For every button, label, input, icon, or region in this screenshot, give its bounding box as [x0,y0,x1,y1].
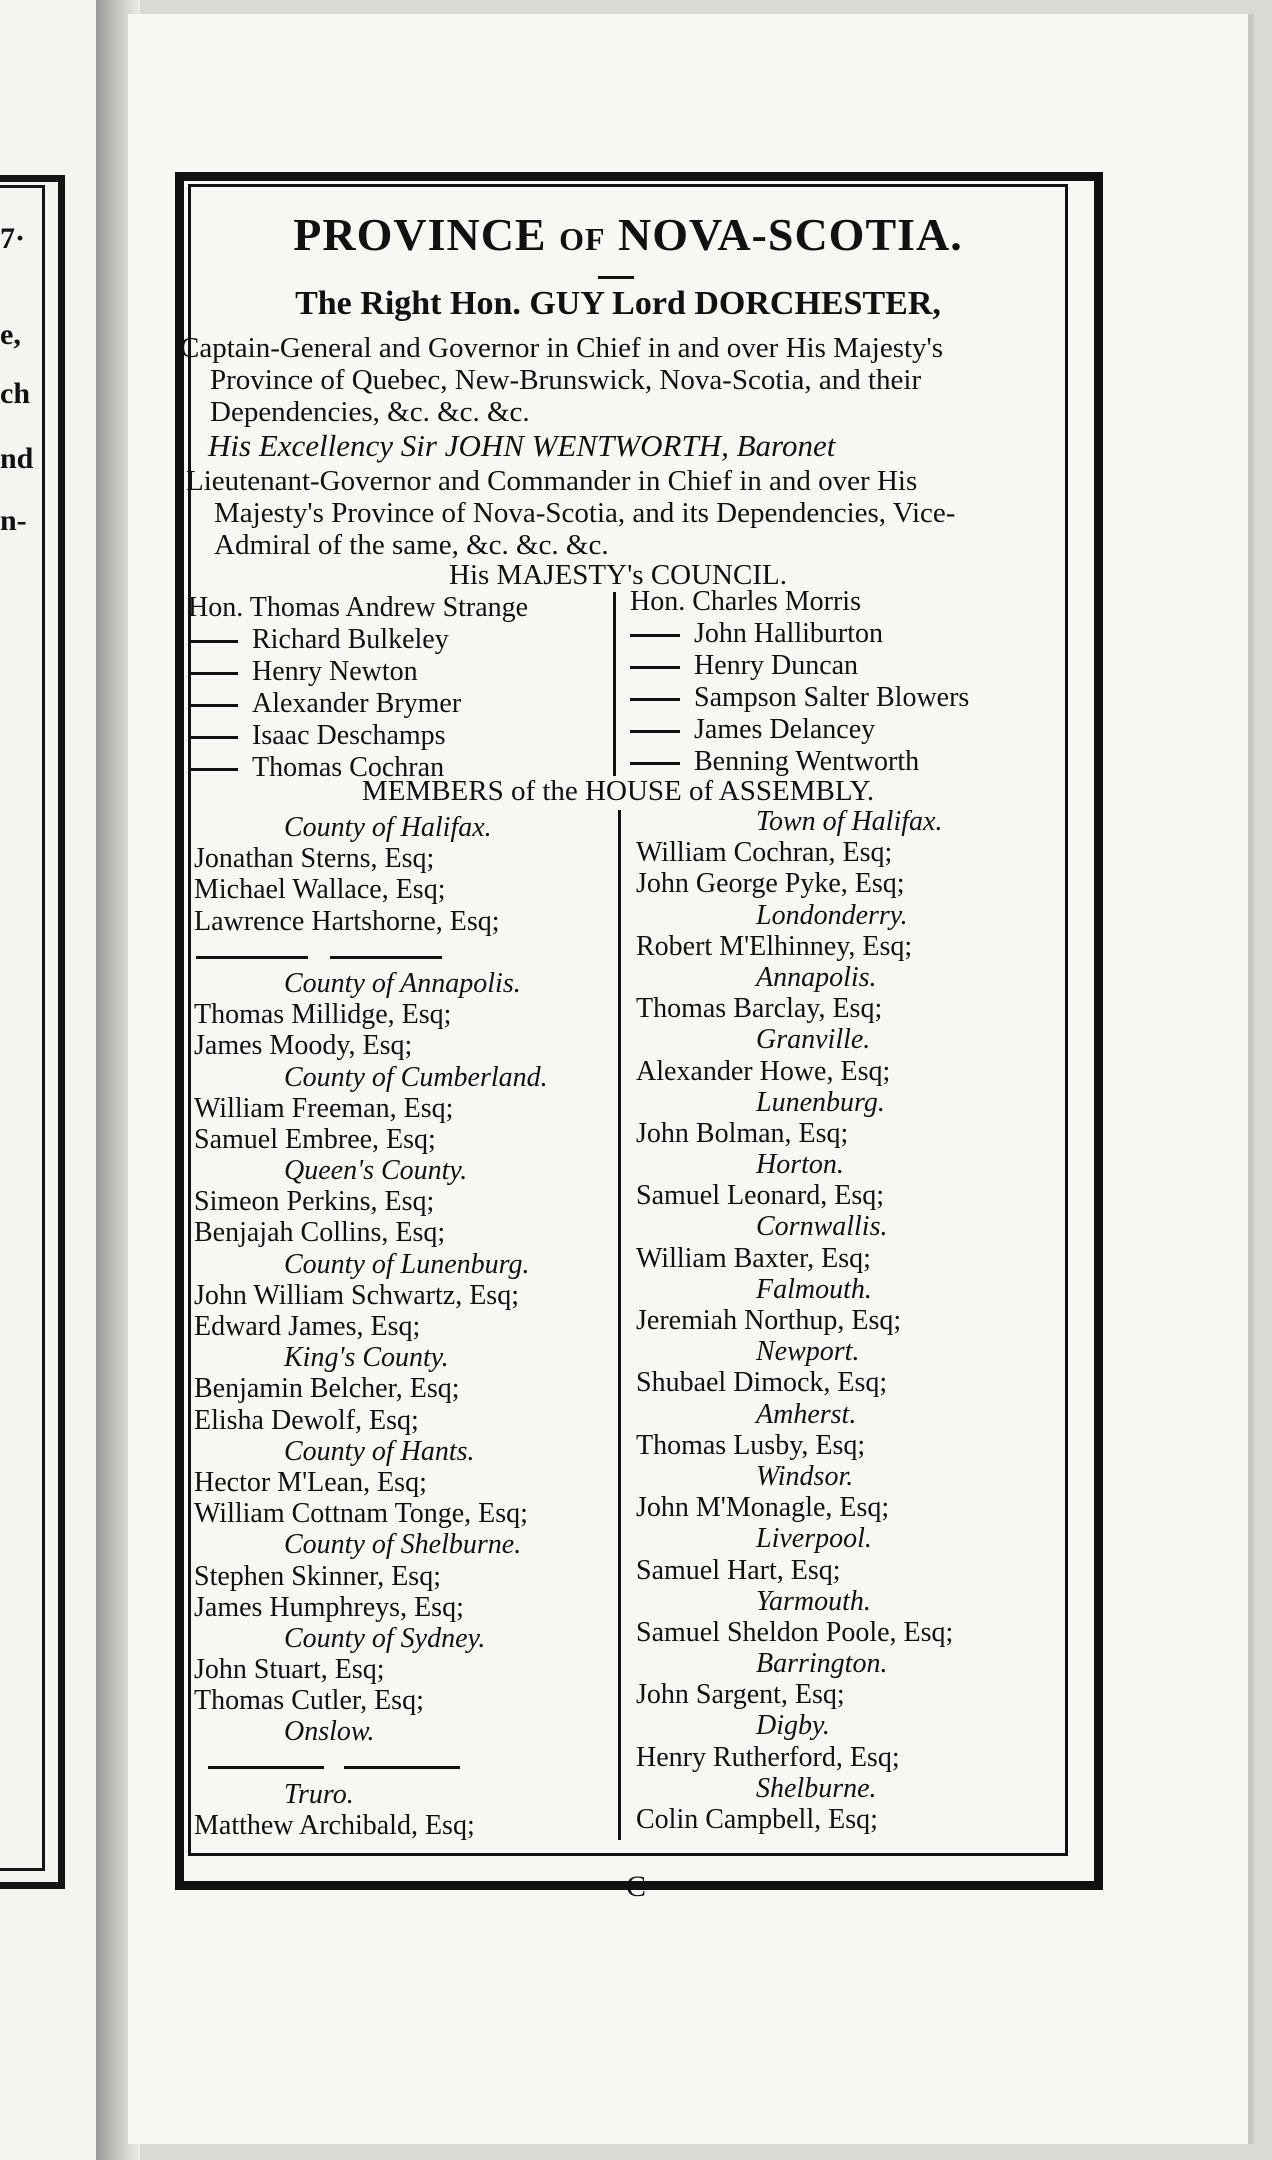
council-member: Isaac Deschamps [252,720,446,751]
assembly-member: Alexander Howe, Esq; [636,1055,891,1087]
spacer [194,937,604,968]
facing-page-fragment: 7· [0,222,26,255]
district-heading: Digby. [756,1710,830,1742]
council-member: Sampson Salter Blowers [694,682,970,713]
district-heading: Londonderry. [756,899,908,931]
assembly-heading: MEMBERS of the HOUSE of ASSEMBLY. [361,775,875,807]
facing-page-frame-inner [0,185,45,1871]
assembly-member: William Cottnam Tonge, Esq; [194,1498,528,1530]
district-heading: Town of Halifax. [756,806,943,837]
district-heading: Newport. [756,1336,860,1368]
assembly-member: James Moody, Esq; [194,1030,413,1062]
assembly-member: Shubael Dimock, Esq; [636,1367,888,1399]
council-right-column [630,586,969,778]
assembly-member: Henry Rutherford, Esq; [636,1741,900,1773]
lieutenant-governor-title-line: Majesty's Province of Nova-Scotia, and its Dependencies, Vice- [214,497,956,529]
facing-page-fragment: e, [0,318,21,351]
page-title: PROVINCE OF NOVA-SCOTIA. [293,209,963,260]
assembly-member: Jonathan Sterns, Esq; [194,843,435,875]
assembly-member: John Stuart, Esq; [194,1654,385,1686]
assembly-member: Thomas Cutler, Esq; [194,1685,424,1717]
assembly-member: Samuel Sheldon Poole, Esq; [636,1616,954,1648]
assembly-member: Thomas Lusby, Esq; [636,1429,866,1461]
council-left-column [188,592,528,784]
district-heading: Lunenburg. [756,1086,885,1118]
assembly-member: Thomas Millidge, Esq; [194,999,452,1031]
district-heading: Truro. [284,1778,354,1810]
district-heading: King's County. [284,1342,449,1374]
assembly-member: Samuel Embree, Esq; [194,1123,436,1155]
assembly-member: John William Schwartz, Esq; [194,1279,519,1311]
district-heading: Shelburne. [756,1772,877,1804]
district-heading: Horton. [756,1149,844,1181]
council-member: Hon. Charles Morris [630,586,861,617]
governor-title-line: Captain-General and Governor in Chief in and over His Majesty's [180,332,944,364]
assembly-member: Robert M'Elhinney, Esq; [636,930,913,962]
assembly-member: Thomas Barclay, Esq; [636,993,883,1025]
district-heading: County of Sydney. [284,1622,486,1654]
governor-name: The Right Hon. GUY Lord DORCHESTER, [295,285,941,322]
facing-page-fragment: nd [0,442,34,475]
district-heading: Annapolis. [756,961,877,993]
assembly-member: Lawrence Hartshorne, Esq; [194,905,500,937]
assembly-member: Michael Wallace, Esq; [194,874,446,906]
spacer [194,1748,604,1779]
lieutenant-governor-title-line: Admiral of the same, &c. &c. &c. [214,529,609,561]
district-heading: Cornwallis. [756,1211,888,1243]
district-heading: County of Lunenburg. [284,1248,530,1280]
catchword: C [626,1870,647,1903]
district-heading: Barrington. [756,1648,888,1680]
district-heading: Liverpool. [756,1523,872,1555]
assembly-member: John Bolman, Esq; [636,1117,849,1149]
assembly-column-divider [618,810,621,1840]
assembly-member: Elisha Dewolf, Esq; [194,1404,419,1436]
assembly-member: William Baxter, Esq; [636,1242,871,1274]
lieutenant-governor-title-line: Lieutenant-Governor and Commander in Chief in and over His [186,465,918,497]
lieutenant-governor-name: His Excellency Sir JOHN WENTWORTH, Baronet [208,428,836,463]
district-heading: Falmouth. [756,1273,872,1305]
council-member: Henry Duncan [694,650,859,681]
governor-title-line: Dependencies, &c. &c. &c. [210,396,530,428]
assembly-member: John M'Monagle, Esq; [636,1492,890,1524]
council-member: John Halliburton [694,618,883,649]
district-heading: Granville. [756,1024,871,1056]
assembly-member: John Sargent, Esq; [636,1679,845,1711]
assembly-member: William Cochran, Esq; [636,837,893,869]
council-member: Hon. Thomas Andrew Strange [188,592,529,623]
assembly-member: Stephen Skinner, Esq; [194,1560,441,1592]
council-member: Richard Bulkeley [252,624,449,655]
district-heading: County of Cumberland. [284,1061,548,1093]
district-heading: County of Shelburne. [284,1529,522,1561]
district-heading: Onslow. [284,1716,375,1748]
district-heading: Windsor. [756,1460,854,1492]
district-heading: Amherst. [756,1398,857,1430]
council-heading: His MAJESTY's COUNCIL. [449,559,787,591]
council-column-divider [613,592,616,776]
facing-page-fragment: n- [0,504,27,537]
assembly-left-column [194,812,604,1841]
district-heading: Yarmouth. [756,1585,871,1617]
council-member: Alexander Brymer [252,688,462,719]
assembly-member: Colin Campbell, Esq; [636,1804,878,1835]
assembly-right-column [636,806,1056,1835]
district-heading: Queen's County. [284,1155,468,1187]
assembly-member: Jeremiah Northup, Esq; [636,1305,902,1336]
council-member: Benning Wentworth [694,746,920,777]
assembly-member: James Humphreys, Esq; [194,1591,464,1623]
district-heading: County of Hants. [284,1435,475,1467]
council-member: Thomas Cochran [252,752,445,783]
assembly-member: Edward James, Esq; [194,1311,421,1342]
assembly-member: William Freeman, Esq; [194,1092,454,1124]
assembly-member: Hector M'Lean, Esq; [194,1466,427,1498]
district-heading: County of Halifax. [284,812,492,843]
assembly-member: Benjamin Belcher, Esq; [194,1373,460,1405]
assembly-member: Simeon Perkins, Esq; [194,1186,435,1218]
assembly-member: Matthew Archibald, Esq; [194,1810,475,1841]
governor-title-line: Province of Quebec, New-Brunswick, Nova-Scotia, and their [210,364,922,396]
assembly-member: Samuel Leonard, Esq; [636,1180,885,1212]
facing-page-fragment: ch [0,377,30,410]
assembly-member: Benjajah Collins, Esq; [194,1217,446,1249]
title-rule [598,276,634,279]
assembly-member: John George Pyke, Esq; [636,868,905,900]
district-heading: County of Annapolis. [284,967,521,999]
assembly-member: Samuel Hart, Esq; [636,1554,841,1586]
council-member: Henry Newton [252,656,418,687]
council-member: James Delancey [694,714,876,745]
